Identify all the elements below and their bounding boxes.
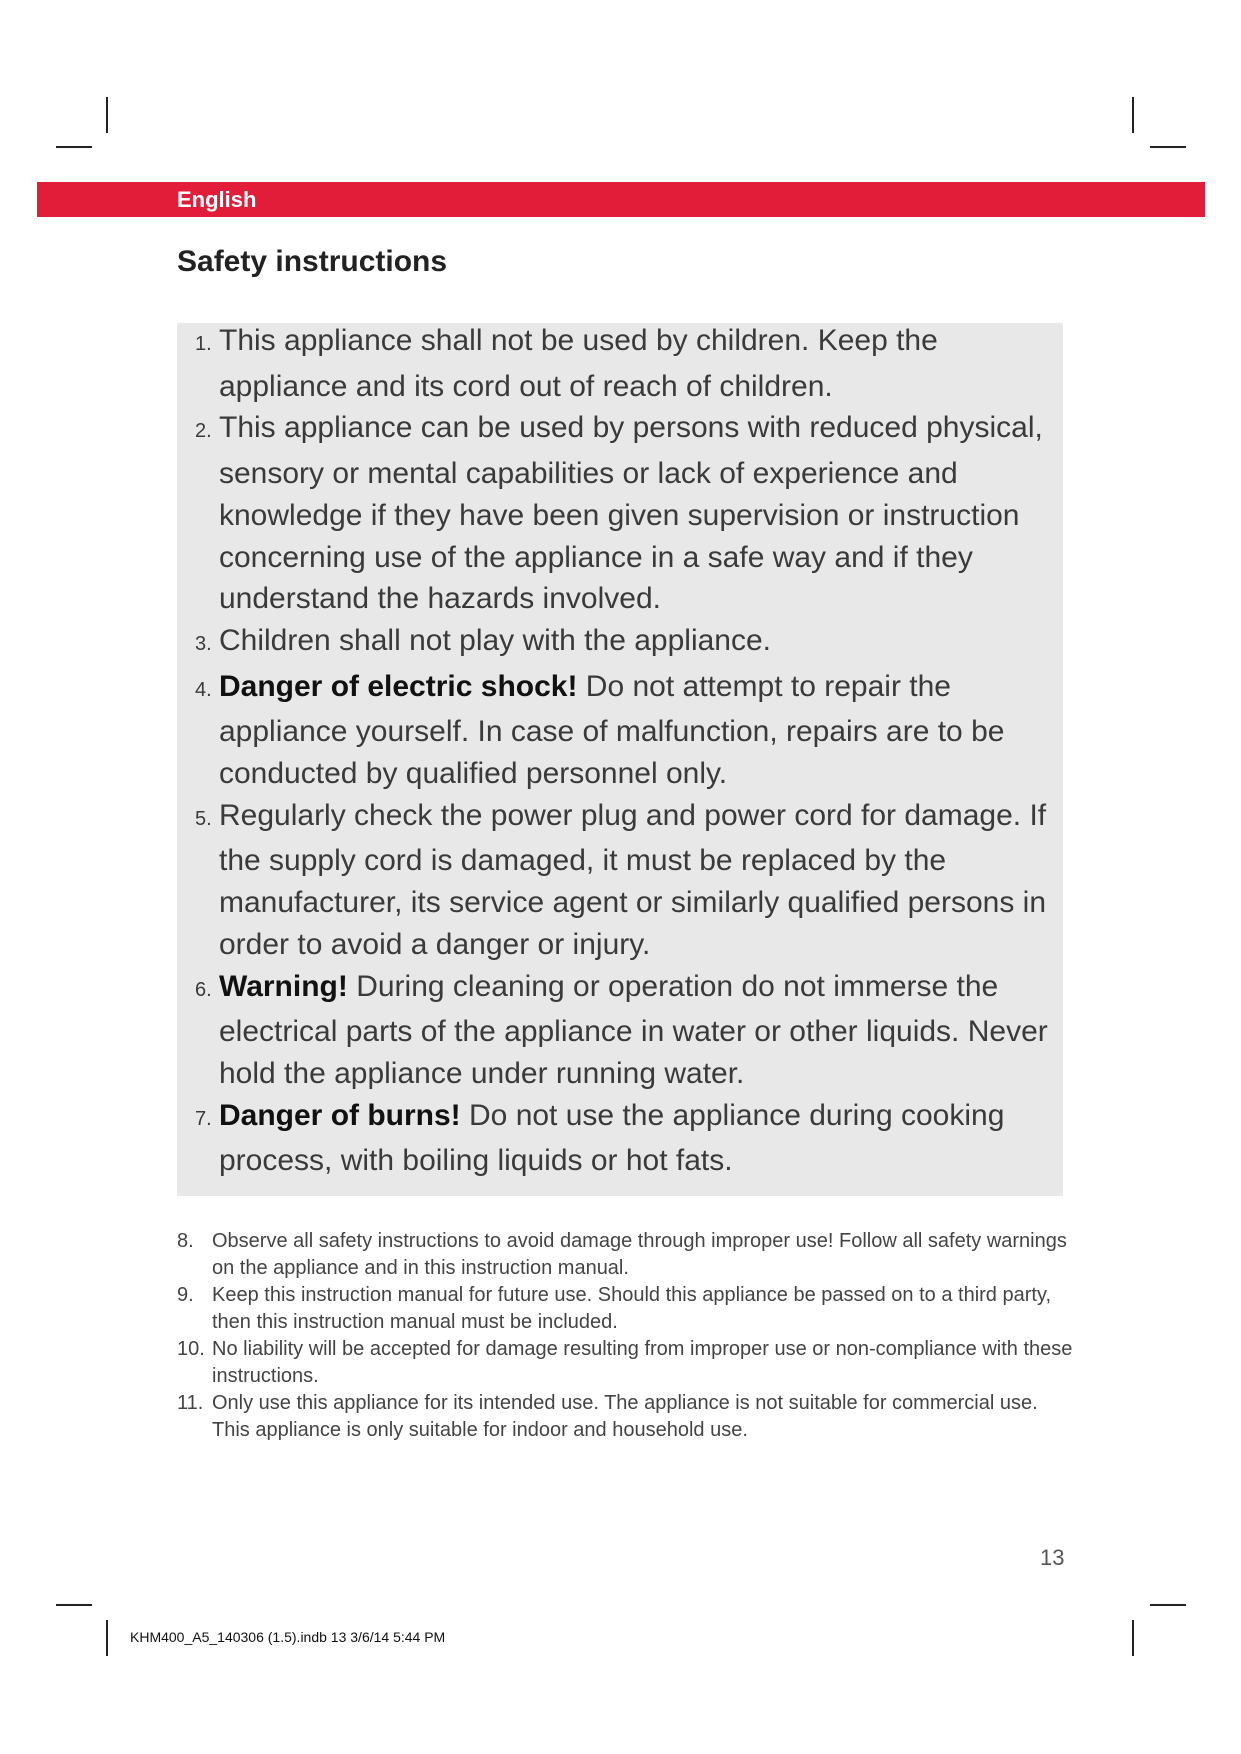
list-item — [184, 320, 1064, 407]
item-number: 1. — [195, 333, 212, 355]
list-item — [184, 620, 1064, 666]
item-text: This appliance can be used by persons with reduced physical, sensory or mental capabilities or lack of experience and knowledge if they have been given supervision or instruction concerning use of the appliance in a safe way and if they understand the hazards involved. — [219, 411, 1043, 616]
list-item — [177, 1228, 1077, 1282]
item-text: This appliance shall not be used by children. Keep the appliance and its cord out of reach of children. — [219, 324, 938, 403]
item-text: Only use this appliance for its intended use. The appliance is not suitable for commercial use. This appliance is only suitable for indoor and household use. — [212, 1392, 1038, 1441]
warning-label: Danger of electric shock! — [219, 669, 578, 703]
list-item — [184, 666, 1064, 795]
item-text: Regularly check the power plug and power cord for damage. If the supply cord is damaged, it must be replaced by the manufacturer, its service agent or similarly qualified persons in order to avoid a danger or injury. — [219, 798, 1047, 961]
item-number: 8. — [177, 1230, 194, 1252]
item-text: During cleaning or operation do not immerse the electrical parts of the appliance in water or other liquids. Never hold the appliance under running water. — [219, 969, 1048, 1090]
item-number: 7. — [195, 1107, 212, 1130]
language-label: English — [177, 187, 257, 212]
crop-mark — [56, 146, 92, 148]
section-title: Safety instructions — [177, 245, 448, 278]
list-item — [184, 966, 1064, 1095]
item-number: 3. — [195, 632, 212, 655]
item-text: Do not attempt to repair the appliance yourself. In case of malfunction, repairs are to be conducted by qualified personnel only. — [219, 669, 1005, 791]
crop-mark — [106, 97, 108, 133]
item-number: 9. — [177, 1284, 194, 1306]
item-text: No liability will be accepted for damage resulting from improper use or non-compliance with these instructions. — [212, 1338, 1073, 1387]
warning-label: Danger of burns! — [219, 1098, 461, 1132]
list-item — [177, 1336, 1077, 1390]
crop-mark — [1150, 146, 1186, 148]
item-text: Observe all safety instructions to avoid damage through improper use! Follow all safety warnings on the appliance and in this instruction manual. — [212, 1230, 1067, 1279]
item-number: 10. — [177, 1338, 205, 1360]
highlighted-safety-list — [184, 320, 1064, 1182]
crop-mark — [1132, 97, 1134, 133]
print-footer: KHM400_A5_140306 (1.5).indb 13 3/6/14 5:44 PM — [130, 1629, 446, 1645]
item-number: 5. — [195, 807, 212, 830]
item-text: Children shall not play with the appliance. — [219, 623, 771, 657]
crop-mark — [106, 1620, 108, 1656]
item-number: 11. — [177, 1392, 204, 1414]
item-text: Keep this instruction manual for future use. Should this appliance be passed on to a third party, then this instruction manual must be included. — [212, 1284, 1052, 1333]
warning-label: Warning! — [219, 969, 348, 1003]
crop-mark — [1132, 1620, 1134, 1656]
list-item — [177, 1282, 1077, 1336]
item-number: 4. — [195, 678, 212, 701]
crop-mark — [56, 1604, 92, 1606]
item-number: 6. — [195, 978, 212, 1001]
item-text: Do not use the appliance during cooking process, with boiling liquids or hot fats. — [219, 1098, 1005, 1178]
item-number: 2. — [195, 420, 212, 443]
language-header-bar — [37, 182, 1205, 217]
list-item — [184, 1095, 1064, 1182]
list-item — [177, 1390, 1077, 1444]
list-item — [184, 795, 1064, 966]
regular-safety-list — [177, 1228, 1077, 1444]
list-item — [184, 407, 1064, 620]
crop-mark — [1150, 1604, 1186, 1606]
page-number: 13 — [1040, 1545, 1065, 1570]
